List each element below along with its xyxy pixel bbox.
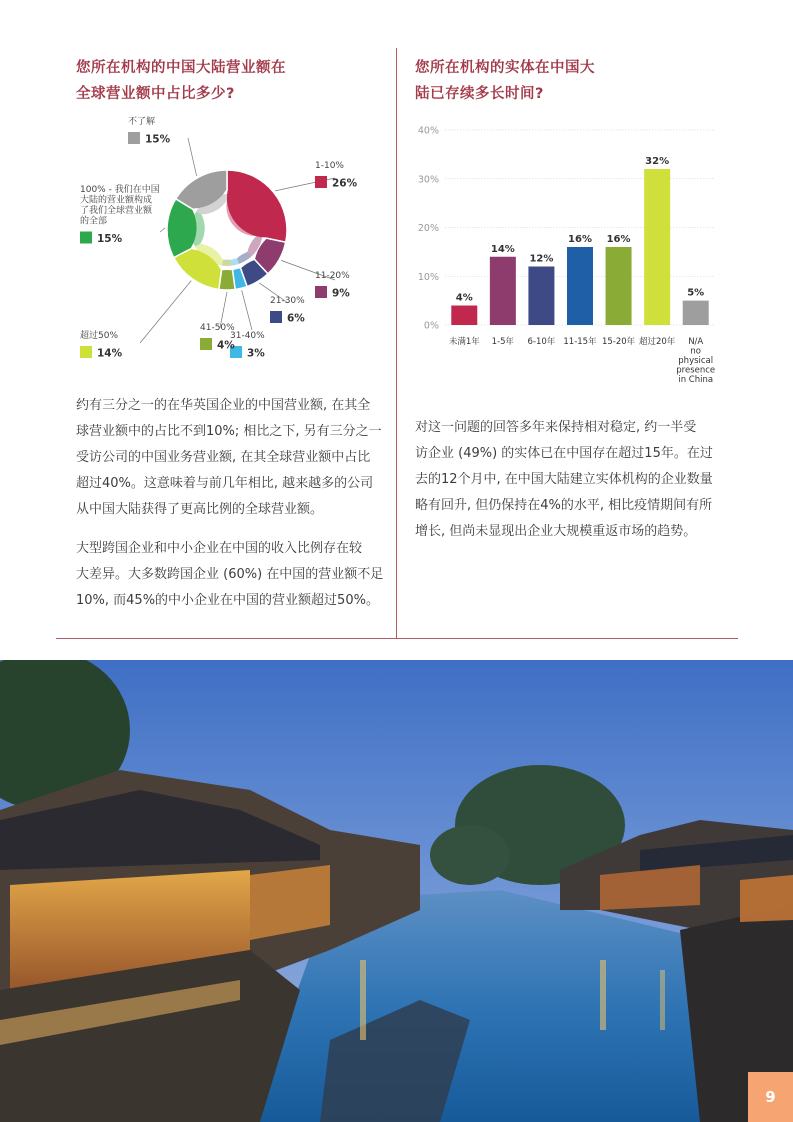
legend-swatch — [315, 286, 327, 298]
x-tick-label: 超过20年 — [638, 337, 676, 347]
y-tick-label: 20% — [417, 223, 439, 234]
x-tick-label: 1-5年 — [491, 337, 515, 347]
right-heading-line2: 陆已存续多长时间? — [415, 86, 544, 102]
slice-category-label: 大陆的营业额构成 — [80, 195, 153, 206]
column-divider — [396, 48, 397, 638]
bar-value-label: 14% — [490, 243, 515, 255]
legend-swatch — [270, 311, 282, 323]
bar — [528, 267, 554, 326]
x-tick-label: presence — [676, 365, 716, 376]
bar-value-label: 32% — [645, 156, 670, 167]
left-heading-line1: 您所在机构的中国大陆营业额在 — [76, 60, 286, 76]
slice-value-label: 26% — [332, 177, 358, 190]
bar — [644, 169, 670, 325]
slice-value-label: 9% — [332, 287, 350, 300]
bar — [683, 301, 709, 325]
y-tick-label: 10% — [417, 271, 439, 283]
section-divider — [56, 638, 738, 639]
legend-swatch — [315, 176, 327, 188]
slice-value-label: 15% — [97, 233, 123, 245]
slice-category-label: 超过50% — [80, 331, 119, 341]
entity-duration-bar-chart — [405, 115, 735, 395]
bar-value-label: 4% — [455, 292, 473, 304]
text-line: 去的12个月中, 在中国大陆建立实体机构的企业数量 — [415, 472, 713, 487]
turnover-share-donut-chart — [60, 110, 395, 375]
x-tick-label: physical — [678, 356, 714, 366]
right-heading-line1: 您所在机构的实体在中国大 — [415, 60, 595, 76]
legend-swatch — [80, 346, 92, 358]
x-tick-label: in China — [678, 375, 714, 385]
bar — [451, 306, 477, 326]
text-line: 对这一问题的回答多年来保持相对稳定, 约一半受 — [415, 420, 697, 435]
slice-value-label: 4% — [217, 339, 235, 352]
slice-category-label: 21-30% — [270, 296, 305, 306]
bar — [567, 247, 593, 325]
slice-value-label: 15% — [145, 133, 171, 146]
legend-swatch — [128, 132, 140, 144]
water-town-illustration — [0, 660, 793, 1122]
text-line: 超过40%。这意味着与前几年相比, 越来越多的公司 — [76, 476, 374, 491]
text-line: 约有三分之一的在华英国企业的中国营业额, 在其全 — [76, 398, 371, 413]
slice-category-label: 31-40% — [230, 331, 265, 341]
left-paragraph-1 — [76, 393, 386, 523]
slice-value-label: 3% — [247, 347, 265, 360]
x-tick-label: N/A — [688, 337, 704, 347]
bar-value-label: 5% — [687, 287, 705, 299]
right-paragraph-1 — [415, 415, 725, 545]
slice-category-label: 11-20% — [315, 271, 350, 281]
slice-value-label: 14% — [97, 347, 123, 360]
leader-line — [140, 281, 191, 343]
x-tick-label: 未满1年 — [448, 337, 480, 347]
bar-value-label: 16% — [606, 234, 631, 245]
leader-line — [242, 290, 252, 330]
bar-value-label: 12% — [529, 253, 554, 265]
text-line: 略有回升, 但仍保持在4%的水平, 相比疫情期间有所 — [415, 498, 713, 513]
slice-category-label: 100% - 我们在中国 — [80, 185, 160, 195]
left-heading — [76, 55, 286, 107]
page-number: 9 — [748, 1072, 793, 1122]
donut-inner-slice — [222, 259, 232, 266]
text-line: 增长, 但尚未显现出企业大规模重返市场的趋势。 — [415, 524, 697, 539]
x-tick-label: 15-20年 — [601, 337, 636, 347]
slice-category-label: 不了解 — [128, 117, 156, 127]
x-tick-label: 11-15年 — [563, 337, 597, 347]
legend-swatch — [200, 338, 212, 350]
text-line: 大差异。大多数跨国企业 (60%) 在中国的营业额不足 — [76, 567, 384, 582]
bar-value-label: 16% — [568, 234, 592, 245]
left-paragraph-2 — [76, 536, 386, 614]
slice-category-label: 了我们全球营业额 — [80, 206, 153, 216]
x-tick-label: no — [690, 346, 702, 357]
left-heading-line2: 全球营业额中占比多少? — [76, 86, 235, 102]
right-heading — [415, 55, 595, 107]
y-tick-label: 0% — [423, 320, 439, 332]
text-line: 球营业额中的占比不到10%; 相比之下, 另有三分之一 — [76, 424, 382, 439]
y-tick-label: 30% — [417, 174, 439, 186]
slice-category-label: 1-10% — [315, 161, 344, 171]
leader-line — [160, 228, 165, 232]
slice-value-label: 6% — [287, 312, 305, 325]
slice-category-label: 41-50% — [200, 323, 235, 333]
slice-category-label: 的全部 — [80, 216, 108, 227]
water-town-photo — [0, 660, 793, 1122]
text-line: 大型跨国企业和中小企业在中国的收入比例存在较 — [76, 541, 363, 556]
y-tick-label: 40% — [417, 125, 439, 137]
leader-line — [188, 138, 197, 176]
x-tick-label: 6-10年 — [527, 337, 556, 347]
text-line: 10%, 而45%的中小企业在中国的营业额超过50%。 — [76, 593, 379, 608]
bar — [490, 257, 516, 325]
text-line: 从中国大陆获得了更高比例的全球营业额。 — [76, 502, 324, 517]
legend-swatch — [80, 232, 92, 244]
bar — [606, 247, 632, 325]
text-line: 访企业 (49%) 的实体已在中国存在超过15年。在过 — [415, 446, 713, 461]
text-line: 受访公司的中国业务营业额, 在其全球营业额中占比 — [76, 450, 371, 465]
